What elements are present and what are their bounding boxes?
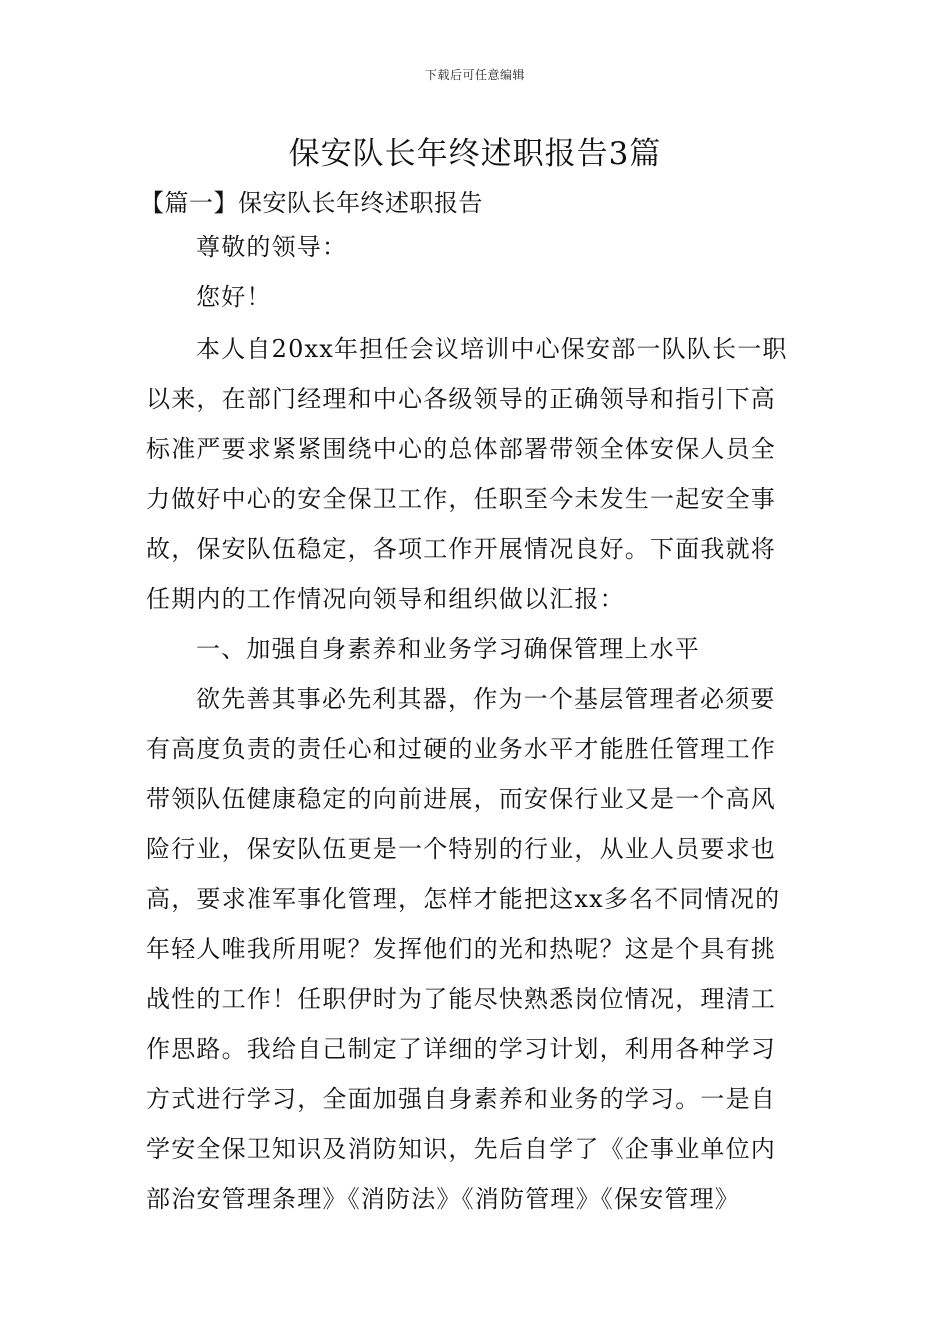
paragraph-line: 欲先善其事必先利其器，作为一个基层管理者必须要 (196, 685, 776, 713)
paragraph-1 (146, 324, 806, 624)
paragraph-line: 方式进行学习，全面加强自身素养和业务的学习。一是自 (146, 1085, 776, 1113)
paragraph-line: 带领队伍健康稳定的向前进展，而安保行业又是一个高风 (146, 785, 776, 813)
greeting-hello (146, 272, 806, 322)
paragraph-line: 部治安管理条理》《消防法》《消防管理》《保安管理》 (146, 1185, 740, 1213)
paragraph-line: 年轻人唯我所用呢？发挥他们的光和热呢？这是个具有挑 (146, 935, 776, 963)
paragraph-2 (146, 674, 806, 1224)
paragraph-line: 战性的工作！任职伊时为了能尽快熟悉岗位情况，理清工 (146, 985, 776, 1013)
subheading-1 (146, 624, 806, 674)
paragraph-line: 有高度负责的责任心和过硬的业务水平才能胜任管理工作 (146, 735, 776, 763)
section-heading: 【篇一】保安队长年终述职报告 (140, 189, 483, 217)
greeting-salutation (146, 222, 806, 272)
paragraph-line: 以来，在部门经理和中心各级领导的正确领导和指引下高 (146, 385, 776, 413)
paragraph-line: 高，要求准军事化管理，怎样才能把这xx多名不同情况的 (146, 885, 781, 913)
paragraph-line: 标准严要求紧紧围绕中心的总体部署带领全体安保人员全 (146, 435, 776, 463)
paragraph-line: 力做好中心的安全保卫工作，任职至今未发生一起安全事 (146, 485, 776, 513)
paragraph-line: 险行业，保安队伍更是一个特别的行业，从业人员要求也 (146, 835, 776, 863)
paragraph-line: 作思路。我给自己制定了详细的学习计划，利用各种学习 (146, 1035, 776, 1063)
greeting-hello-text: 您好！ (196, 283, 272, 311)
greeting-salutation-text: 尊敬的领导： (196, 233, 348, 261)
subheading-1-text: 一、加强自身素养和业务学习确保管理上水平 (196, 635, 700, 663)
paragraph-line: 故，保安队伍稳定，各项工作开展情况良好。下面我就将 (146, 535, 776, 563)
paragraph-line: 任期内的工作情况向领导和组织做以汇报： (146, 585, 625, 613)
paragraph-line: 学安全保卫知识及消防知识，先后自学了《企事业单位内 (146, 1135, 776, 1163)
paragraph-line: 本人自20xx年担任会议培训中心保安部一队队长一职 (196, 335, 788, 363)
header-note: 下载后可任意编辑 (424, 68, 525, 82)
document-title: 保安队长年终述职报告3篇 (288, 136, 662, 172)
